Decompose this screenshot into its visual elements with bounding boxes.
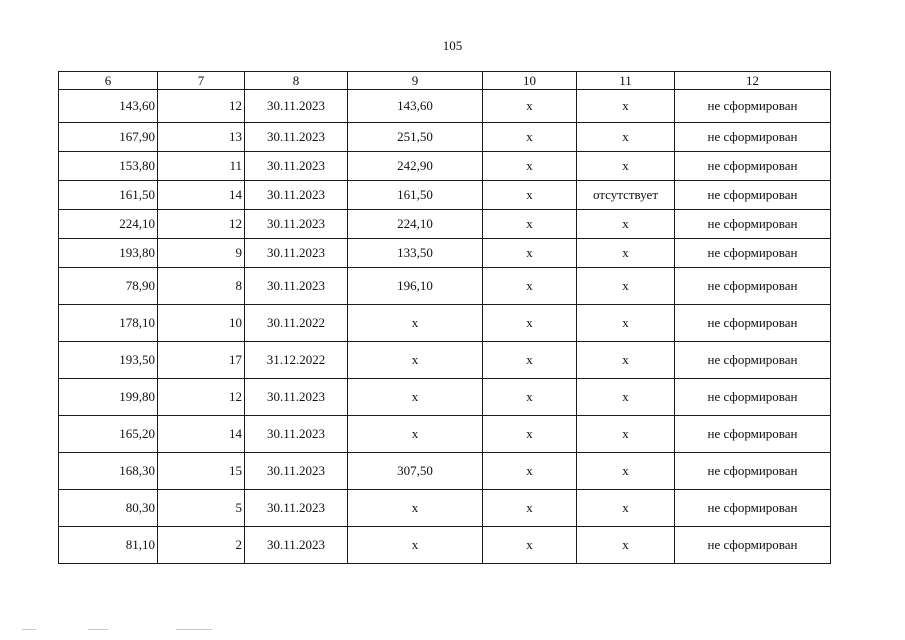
cell-col10: x [483, 416, 577, 453]
cell-col12: не сформирован [675, 239, 831, 268]
column-header-9: 9 [348, 72, 483, 90]
cell-col7: 13 [158, 123, 245, 152]
table-row [59, 305, 831, 342]
cell-col7: 5 [158, 490, 245, 527]
cell-col8: 30.11.2023 [245, 416, 348, 453]
cell-col12: не сформирован [675, 268, 831, 305]
cell-col12: не сформирован [675, 342, 831, 379]
cell-col6: 165,20 [59, 416, 158, 453]
table-row [59, 527, 831, 564]
cell-col7: 11 [158, 152, 245, 181]
cell-col8: 30.11.2023 [245, 453, 348, 490]
column-header-12: 12 [675, 72, 831, 90]
cell-col8: 30.11.2023 [245, 210, 348, 239]
cell-col10: x [483, 342, 577, 379]
cell-col7: 12 [158, 379, 245, 416]
cell-col8: 31.12.2022 [245, 342, 348, 379]
cell-col11: x [577, 342, 675, 379]
cell-col8: 30.11.2023 [245, 181, 348, 210]
cell-col9: 196,10 [348, 268, 483, 305]
cell-col11: x [577, 90, 675, 123]
cell-col12: не сформирован [675, 210, 831, 239]
table-row [59, 416, 831, 453]
cell-col11: x [577, 527, 675, 564]
cell-col11: x [577, 379, 675, 416]
cell-col9: 307,50 [348, 453, 483, 490]
cell-col11: x [577, 210, 675, 239]
cell-col10: x [483, 152, 577, 181]
cell-col10: x [483, 239, 577, 268]
cell-col8: 30.11.2023 [245, 527, 348, 564]
cell-col6: 178,10 [59, 305, 158, 342]
cell-col6: 199,80 [59, 379, 158, 416]
cell-col6: 80,30 [59, 490, 158, 527]
cell-col6: 161,50 [59, 181, 158, 210]
page-number: 105 [442, 38, 463, 53]
cell-col11: x [577, 268, 675, 305]
cell-col7: 14 [158, 181, 245, 210]
cell-col6: 224,10 [59, 210, 158, 239]
cell-col10: x [483, 305, 577, 342]
cell-col7: 15 [158, 453, 245, 490]
cell-col12: не сформирован [675, 416, 831, 453]
cell-col12: не сформирован [675, 305, 831, 342]
cell-col10: x [483, 90, 577, 123]
cell-col7: 9 [158, 239, 245, 268]
cell-col8: 30.11.2023 [245, 90, 348, 123]
cell-col9: x [348, 490, 483, 527]
cell-col12: не сформирован [675, 123, 831, 152]
cell-col7: 12 [158, 90, 245, 123]
cell-col9: x [348, 416, 483, 453]
cell-col6: 167,90 [59, 123, 158, 152]
cell-col6: 193,50 [59, 342, 158, 379]
cell-col10: x [483, 123, 577, 152]
table-row [59, 342, 831, 379]
table-row [59, 490, 831, 527]
cell-col9: x [348, 379, 483, 416]
cell-col6: 143,60 [59, 90, 158, 123]
data-table [58, 71, 831, 564]
table-row [59, 268, 831, 305]
cell-col8: 30.11.2023 [245, 268, 348, 305]
cell-col10: x [483, 210, 577, 239]
cell-col6: 81,10 [59, 527, 158, 564]
table-row [59, 152, 831, 181]
cell-col12: не сформирован [675, 181, 831, 210]
cell-col9: 143,60 [348, 90, 483, 123]
cell-col8: 30.11.2023 [245, 490, 348, 527]
cell-col12: не сформирован [675, 152, 831, 181]
cell-col7: 8 [158, 268, 245, 305]
table-row [59, 181, 831, 210]
cell-col8: 30.11.2023 [245, 379, 348, 416]
cell-col6: 193,80 [59, 239, 158, 268]
cell-col10: x [483, 379, 577, 416]
cell-col10: x [483, 181, 577, 210]
table-row [59, 210, 831, 239]
cell-col12: не сформирован [675, 379, 831, 416]
cell-col9: 242,90 [348, 152, 483, 181]
cell-col9: 251,50 [348, 123, 483, 152]
cell-col11: отсутствует [577, 181, 675, 210]
cell-col6: 168,30 [59, 453, 158, 490]
cell-col10: x [483, 453, 577, 490]
cell-col10: x [483, 268, 577, 305]
column-header-11: 11 [577, 72, 675, 90]
cell-col9: x [348, 342, 483, 379]
cell-col8: 30.11.2023 [245, 152, 348, 181]
column-header-8: 8 [245, 72, 348, 90]
table-row [59, 453, 831, 490]
table-row [59, 123, 831, 152]
cell-col11: x [577, 123, 675, 152]
cell-col11: x [577, 305, 675, 342]
cell-col9: x [348, 305, 483, 342]
column-header-6: 6 [59, 72, 158, 90]
column-header-7: 7 [158, 72, 245, 90]
cell-col7: 17 [158, 342, 245, 379]
cell-col10: x [483, 527, 577, 564]
scan-artifacts [0, 627, 905, 633]
cell-col8: 30.11.2023 [245, 239, 348, 268]
cell-col8: 30.11.2023 [245, 123, 348, 152]
cell-col11: x [577, 152, 675, 181]
cell-col9: 224,10 [348, 210, 483, 239]
cell-col12: не сформирован [675, 490, 831, 527]
cell-col6: 153,80 [59, 152, 158, 181]
cell-col6: 78,90 [59, 268, 158, 305]
cell-col11: x [577, 453, 675, 490]
cell-col9: x [348, 527, 483, 564]
cell-col7: 14 [158, 416, 245, 453]
table-row [59, 379, 831, 416]
cell-col10: x [483, 490, 577, 527]
header-row [59, 72, 831, 90]
cell-col11: x [577, 416, 675, 453]
cell-col12: не сформирован [675, 90, 831, 123]
table-body [59, 90, 831, 564]
table-header [59, 72, 831, 90]
table-row [59, 90, 831, 123]
cell-col7: 12 [158, 210, 245, 239]
cell-col7: 2 [158, 527, 245, 564]
cell-col9: 161,50 [348, 181, 483, 210]
cell-col9: 133,50 [348, 239, 483, 268]
cell-col7: 10 [158, 305, 245, 342]
cell-col11: x [577, 239, 675, 268]
cell-col12: не сформирован [675, 453, 831, 490]
cell-col12: не сформирован [675, 527, 831, 564]
table-row [59, 239, 831, 268]
cell-col11: x [577, 490, 675, 527]
column-header-10: 10 [483, 72, 577, 90]
cell-col8: 30.11.2022 [245, 305, 348, 342]
